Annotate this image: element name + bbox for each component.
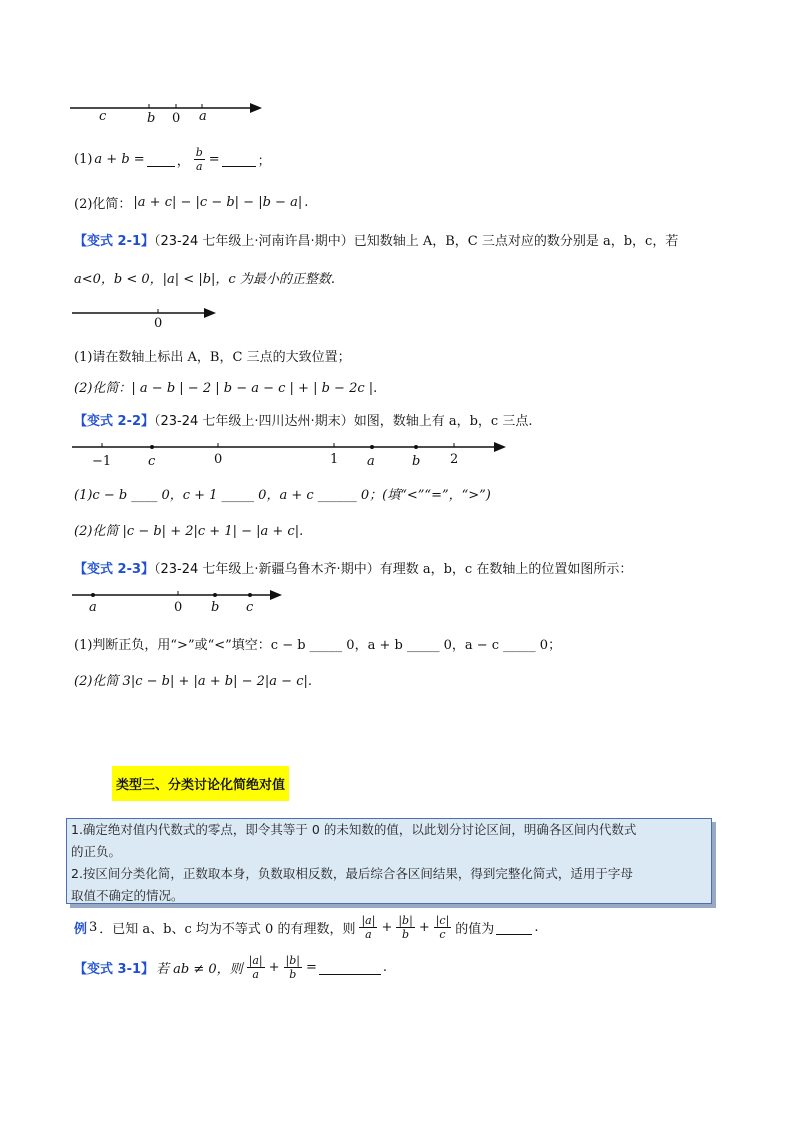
ex3-line	[74, 914, 538, 941]
axis1-label-0: 0	[172, 111, 181, 126]
tipbox-line4: 取值不确定的情况。	[71, 888, 184, 903]
v21-tag: 【变式 2-1】	[74, 234, 155, 249]
v23-source: （23-24 七年级上·新疆乌鲁木齐·期中）	[154, 562, 380, 577]
ex3-frac-a	[359, 914, 377, 941]
q1-end: ；	[257, 154, 271, 169]
frac-den: b	[289, 968, 297, 981]
tipbox	[66, 818, 712, 904]
ex3-tag: 例	[74, 922, 88, 937]
plus-sign: +	[381, 920, 393, 935]
ex3-frac-b	[396, 914, 414, 941]
axis3-label-0: 0	[214, 452, 223, 467]
ex3-tail: 的值为	[455, 922, 495, 937]
v31-text: 若 ab ≠ 0，则	[156, 962, 243, 977]
number-line-4	[70, 585, 300, 617]
v31-blank[interactable]	[319, 960, 381, 975]
frac-den: a	[195, 160, 203, 173]
plus-sign: +	[418, 920, 430, 935]
q1-p2-end: .	[304, 195, 309, 210]
frac-num: |b|	[285, 954, 301, 967]
v23-part2: (2)化简 3|c − b| + |a + b| − 2|a − c|.	[74, 674, 312, 689]
v22-part2: (2)化简 |c − b| + 2|c + 1| − |a + c|.	[74, 524, 304, 539]
v31-end: .	[382, 960, 388, 975]
q1-part1	[74, 146, 271, 173]
axis1-label-b: b	[147, 111, 156, 126]
v22-line1	[74, 410, 532, 429]
v22-source: （23-24 七年级上·四川达州·期末）	[154, 414, 354, 429]
axis3-label-b: b	[412, 454, 421, 469]
v21-text1: 已知数轴上 A，B，C 三点对应的数分别是 a，b，c，若	[353, 234, 679, 249]
v31-frac-b	[284, 954, 302, 981]
v31-eq: =	[306, 960, 317, 975]
ex3-end: .	[534, 920, 539, 935]
v23-part1: (1)判断正负，用“>”或“<”填空：c − b _____ 0，a + b _____ 0，a − c _____ 0；	[74, 638, 562, 653]
v22-part1: (1)c − b ____ 0，c + 1 _____ 0，a + c ______ 0；(填“<”“=”，“>”)	[74, 488, 491, 503]
q1-sep: ，	[176, 154, 190, 169]
frac-num: |c|	[435, 914, 450, 927]
q1-p1-label: (1)	[74, 152, 93, 167]
frac-num: |b|	[398, 914, 413, 927]
tipbox-line3: 2.按区间分类化简，正数取本身，负数取相反数，最后综合各区间结果，得到完整化简式，适用于字母	[71, 866, 633, 881]
v31-tag: 【变式 3-1】	[74, 962, 155, 977]
number-line-3	[70, 437, 520, 471]
axis1-label-a: a	[199, 109, 207, 124]
frac-den: c	[439, 928, 446, 941]
frac-num: |a|	[248, 954, 263, 967]
ex3-frac-c	[434, 914, 452, 941]
v22-tag: 【变式 2-2】	[74, 414, 155, 429]
frac-num: |a|	[361, 914, 376, 927]
tipbox-line1: 1.确定绝对值内代数式的零点，即令其等于 0 的未知数的值，以此划分讨论区间，明确各区间内代数式	[71, 822, 637, 837]
axis1-label-c: c	[99, 109, 107, 124]
axis3-label-2: 2	[450, 452, 459, 467]
plus-sign: +	[268, 960, 280, 975]
axis3-label-a: a	[367, 454, 375, 469]
q1-p2-expr: |a + c| − |c − b| − |b − a|	[133, 195, 303, 210]
v21-source: （23-24 七年级上·河南许昌·期中）	[154, 234, 354, 249]
section3-heading: 类型三、分类讨论化简绝对值	[112, 766, 289, 801]
ex3-num: 3	[89, 920, 98, 935]
axis4-label-a: a	[89, 600, 97, 615]
axis3-label-neg1: −1	[92, 454, 112, 469]
q1-blank-1[interactable]	[147, 152, 175, 167]
ex3-blank[interactable]	[496, 920, 532, 935]
axis4-label-b: b	[211, 600, 220, 615]
v23-text1: 有理数 a，b，c 在数轴上的位置如图所示：	[379, 562, 633, 577]
frac-den: b	[402, 928, 410, 941]
axis3-label-1: 1	[330, 452, 339, 467]
axis4-label-c: c	[246, 600, 254, 615]
v21-part1: (1)请在数轴上标出 A，B，C 三点的大致位置；	[74, 350, 351, 365]
v21-part2: (2)化简：| a − b | − 2 | b − a − c | + | b − 2c |.	[74, 381, 378, 396]
q1-blank-2[interactable]	[222, 152, 256, 167]
q1-eq: =	[208, 152, 220, 167]
tipbox-line2: 的正负。	[71, 844, 122, 859]
frac-den: a	[252, 968, 259, 981]
q1-p1-expr: a + b =	[94, 152, 145, 167]
v31-line	[74, 954, 387, 981]
v21-line1	[74, 230, 678, 249]
v21-line2: a<0，b < 0，|a| < |b|，c 为最小的正整数.	[74, 272, 335, 287]
axis3-label-c: c	[148, 454, 156, 469]
v22-text1: 如图，数轴上有 a，b，c 三点.	[353, 414, 533, 429]
q1-part2	[74, 193, 308, 212]
ex3-text: ．已知 a、b、c 均为不等式 0 的有理数，则	[99, 922, 356, 937]
axis4-label-0: 0	[174, 600, 183, 615]
frac-den: a	[365, 928, 372, 941]
v23-tag: 【变式 2-3】	[74, 562, 155, 577]
axis2-label-0: 0	[154, 316, 163, 331]
q1-p2-label: (2)化简：	[74, 197, 132, 212]
number-line-2	[70, 303, 230, 331]
number-line-1	[68, 98, 268, 126]
v23-line1	[74, 558, 632, 577]
frac-num: b	[195, 146, 203, 159]
v31-frac-a	[247, 954, 265, 981]
q1-frac-b-over-a	[194, 146, 205, 173]
